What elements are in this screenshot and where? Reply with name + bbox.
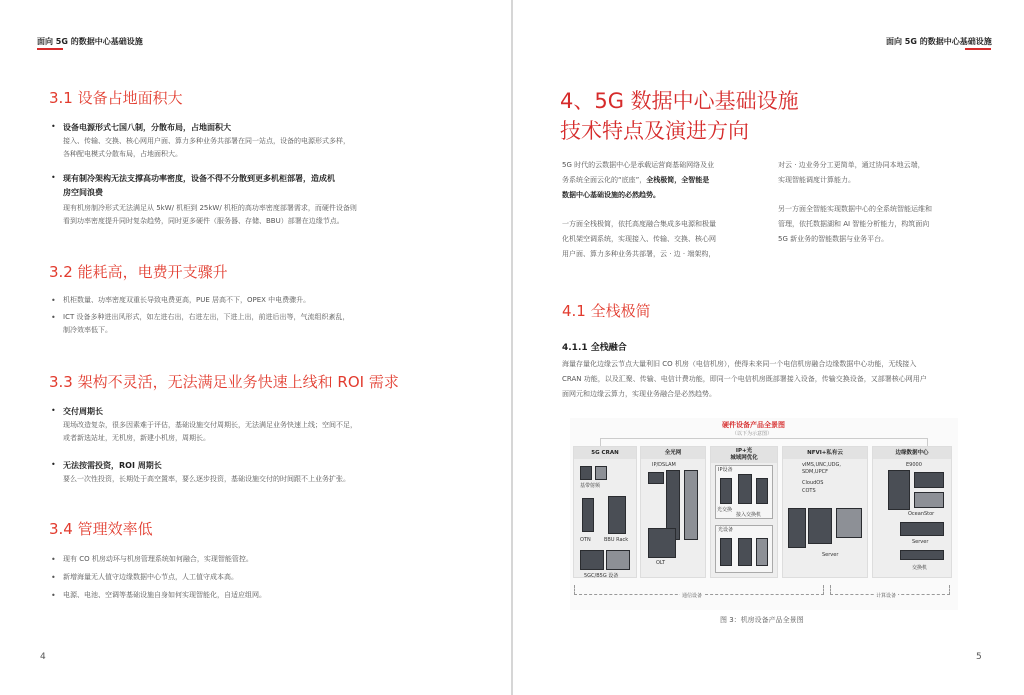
- chapter-title: [560, 86, 799, 146]
- para-line: 化机架空调系统，实现接入、传输、交换、核心网: [562, 235, 716, 243]
- equipment-icon: [720, 478, 732, 504]
- diagram-title: 硬件设备产品全景图: [722, 421, 785, 429]
- equipment-label: Server: [822, 552, 839, 558]
- equipment-label: BBU Rack: [604, 537, 629, 543]
- diagram-subtitle: （以下为示意图）: [732, 431, 773, 437]
- intro-column-2: [778, 158, 988, 247]
- column-header: 5G CRAN: [574, 447, 636, 459]
- equipment-icon: [580, 466, 592, 480]
- bullet-text: 制冷效率低下。: [63, 326, 112, 334]
- equipment-icon: [756, 478, 768, 504]
- bullet-dot: •: [51, 573, 56, 582]
- column-header: NFVI+私有云: [783, 447, 867, 459]
- header-accent-line: [37, 48, 63, 50]
- bullet-item: [51, 405, 473, 445]
- equipment-icon: [608, 496, 626, 534]
- equipment-label: IP/DSLAM: [652, 462, 676, 468]
- para-line: CRAN 功能，以及汇聚、传输、电信计费功能，即同一个电信机房既部署接入设备，传输交换设备，又部署核心网用户: [562, 375, 927, 383]
- para-emphasis: 全栈极简，全智能是: [646, 176, 710, 184]
- bullet-item: [51, 311, 473, 337]
- equipment-icon: [738, 474, 752, 504]
- left-page: [0, 0, 511, 695]
- intro-column-1: [562, 158, 772, 262]
- chapter-title-line: 4、5G 数据中心基础设施: [560, 89, 799, 113]
- equipment-icon: [900, 522, 944, 536]
- equipment-label: 光设备: [718, 527, 734, 533]
- equipment-icon: [888, 470, 910, 510]
- equipment-icon: [648, 472, 664, 484]
- para-line: 务系统全面云化的“底座”，: [562, 176, 647, 184]
- bullet-body-line: 各种配电模式分散布局，占地面积大。: [63, 150, 182, 158]
- chapter-title-line: 技术特点及演进方向: [560, 119, 749, 143]
- bullet-dot: •: [51, 591, 56, 600]
- para-line: 5G 新业务的智能数据与业务平台。: [778, 235, 889, 243]
- bullet-dot: •: [51, 406, 56, 415]
- bullet-body-line: 现有机房制冷形式无法满足从 5kW/ 机柜到 25kW/ 机柜的高功率密度部署需求，而硬件设备则: [63, 204, 357, 212]
- section-4-1-1-heading: 4.1.1 全栈融合: [562, 343, 627, 353]
- bracket-label: 通信设备: [682, 593, 703, 599]
- bullet-text: ICT 设备多种进出风形式，如左进右出，右进左出，下进上出，前进后出等，气流组织紊乱，: [63, 313, 350, 321]
- bullet-item: [51, 294, 473, 307]
- bullet-dot: •: [51, 555, 56, 564]
- bullet-body-line: 现场改造复杂，很多因素难于评估，基础设施交付周期长，无法满足业务快速上线；空间不足，: [63, 421, 357, 429]
- equipment-label: OceanStor: [908, 511, 935, 517]
- running-header: 面向 5G 的数据中心基础设施: [37, 37, 143, 46]
- equipment-icon: [720, 538, 732, 566]
- bullet-title: 房空间浪费: [63, 188, 103, 197]
- column-header: 边缘数据中心: [873, 447, 951, 459]
- equipment-icon: [606, 550, 630, 570]
- page-number: 5: [976, 652, 982, 662]
- equipment-icon: [684, 470, 698, 540]
- para-line: 海量存量化边缘云节点大量利旧 CO 机房（电信机房），使得未来同一个电信机房融合边缘数据中心功能，无线接入: [562, 360, 917, 368]
- equipment-icon: [582, 498, 594, 532]
- equipment-icon: [836, 508, 862, 538]
- equipment-label: 5GC/B5G 设备: [584, 573, 619, 579]
- para-line: 一方面全栈极简，依托高度融合集成多电源和极量: [562, 220, 716, 228]
- para-line: 面网元和边缘云算力，实现业务融合是必然趋势。: [562, 390, 716, 398]
- para-emphasis: 数据中心基础设施的必然趋势。: [562, 191, 660, 199]
- equipment-label: OTN: [580, 537, 591, 543]
- equipment-label: vIMS,UNC,UDG,: [802, 462, 841, 468]
- section-4-1-heading: 4.1 全栈极简: [562, 302, 651, 320]
- bullet-item: [51, 459, 473, 486]
- bullet-body-line: 要么一次性投资，长期处于高空置率，要么逐步投资，基础设施交付的时间跟不上业务扩张。: [63, 475, 350, 483]
- section-3-3-heading: 3.3 架构不灵活，无法满足业务快速上线和 ROI 需求: [49, 373, 399, 391]
- body-paragraph: [562, 357, 992, 402]
- equipment-icon: [914, 472, 944, 488]
- equipment-label: CloudOS: [802, 480, 824, 486]
- hardware-landscape-diagram: [570, 418, 958, 610]
- figure-caption: 图 3：机房设备产品全景图: [720, 616, 804, 624]
- equipment-icon: [738, 538, 752, 566]
- para-line: 另一方面全智能实现数据中心的全系统智能运维和: [778, 205, 932, 213]
- column-header: 全光网: [641, 447, 705, 459]
- bullet-item: [51, 571, 473, 584]
- bullet-text: 现有 CO 机房动环与机房管理系统如何融合，实现智能管控。: [63, 555, 253, 563]
- equipment-icon: [808, 508, 832, 544]
- bullet-title: 无法按需投资，ROI 周期长: [63, 461, 162, 470]
- para-line: 实现智能调度计算能力。: [778, 176, 855, 184]
- equipment-icon: [595, 466, 607, 480]
- bullet-body-line: 看到功率密度提升同时复杂趋势，同时更多硬件（服务器、存储、BBU）部署在边缘节点。: [63, 217, 344, 225]
- equipment-label: 交换机: [912, 565, 928, 571]
- running-header: 面向 5G 的数据中心基础设施: [886, 37, 992, 46]
- equipment-icon: [756, 538, 768, 566]
- bracket-label: 计算设备: [876, 593, 897, 599]
- right-page: [513, 0, 1024, 695]
- equipment-label: 基带射频: [580, 483, 601, 489]
- equipment-label: 光交换: [717, 507, 733, 513]
- para-line: 对云 · 边业务分工更简单，通过协同本地云端，: [778, 161, 925, 169]
- column-header: IP+光 城域网优化: [711, 447, 777, 463]
- equipment-label: E9000: [906, 462, 922, 468]
- bullet-item: [51, 172, 473, 228]
- equipment-icon: [900, 550, 944, 560]
- section-3-1-heading: 3.1 设备占地面积大: [49, 89, 183, 107]
- bullet-item: [51, 553, 473, 566]
- bullet-body-line: 接入、传输、交换、核心网用户面、算力多种业务共部署在同一站点，设备的电源形式多样，: [63, 137, 350, 145]
- bullet-item: [51, 589, 473, 602]
- page-number: 4: [40, 652, 46, 662]
- para-line: 用户面、算力多种业务共部署，云 · 边 · 端架构，: [562, 250, 716, 258]
- bullet-dot: •: [51, 296, 56, 305]
- section-3-2-heading: 3.2 能耗高，电费开支骤升: [49, 263, 228, 281]
- equipment-label: OLT: [656, 560, 666, 566]
- equipment-icon: [648, 528, 676, 558]
- bullet-dot: •: [51, 122, 56, 131]
- bullet-dot: •: [51, 460, 56, 469]
- equipment-label: COTS: [802, 488, 816, 494]
- section-3-4-heading: 3.4 管理效率低: [49, 520, 153, 538]
- bullet-title: 交付周期长: [63, 407, 103, 416]
- bullet-dot: •: [51, 313, 56, 322]
- equipment-icon: [914, 492, 944, 508]
- bullet-item: [51, 121, 473, 161]
- bullet-text: 新增海量无人值守边缘数据中心节点，人工值守成本高。: [63, 573, 238, 581]
- bullet-text: 电源、电池、空调等基础设施自身如何实现智能化，自适应组网。: [63, 591, 266, 599]
- bullet-text: 机柜数量、功率密度双重长导致电费更高，PUE 居高不下，OPEX 中电费骤升。: [63, 296, 311, 304]
- bullet-dot: •: [51, 173, 56, 182]
- equipment-label: 接入交换机: [736, 512, 762, 518]
- para-line: 管理，依托数据湖和 AI 智能分析能力，构筑面向: [778, 220, 930, 228]
- equipment-icon: [580, 550, 604, 570]
- bullet-title: 设备电源形式七国八制，分散布局，占地面积大: [63, 123, 231, 132]
- header-accent-line: [965, 48, 991, 50]
- equipment-label: Server: [912, 539, 929, 545]
- equipment-label: IP设备: [718, 467, 733, 473]
- equipment-icon: [788, 508, 806, 548]
- equipment-label: SDM,UPCF: [802, 469, 828, 475]
- para-line: 5G 时代的云数据中心是承载运营商基础网络及业: [562, 161, 715, 169]
- bullet-title: 现有制冷架构无法支撑高功率密度，设备不得不分散到更多机柜部署，造成机: [63, 174, 335, 183]
- bullet-body-line: 或者新选站址，无机房，新建小机房，周期长。: [63, 434, 210, 442]
